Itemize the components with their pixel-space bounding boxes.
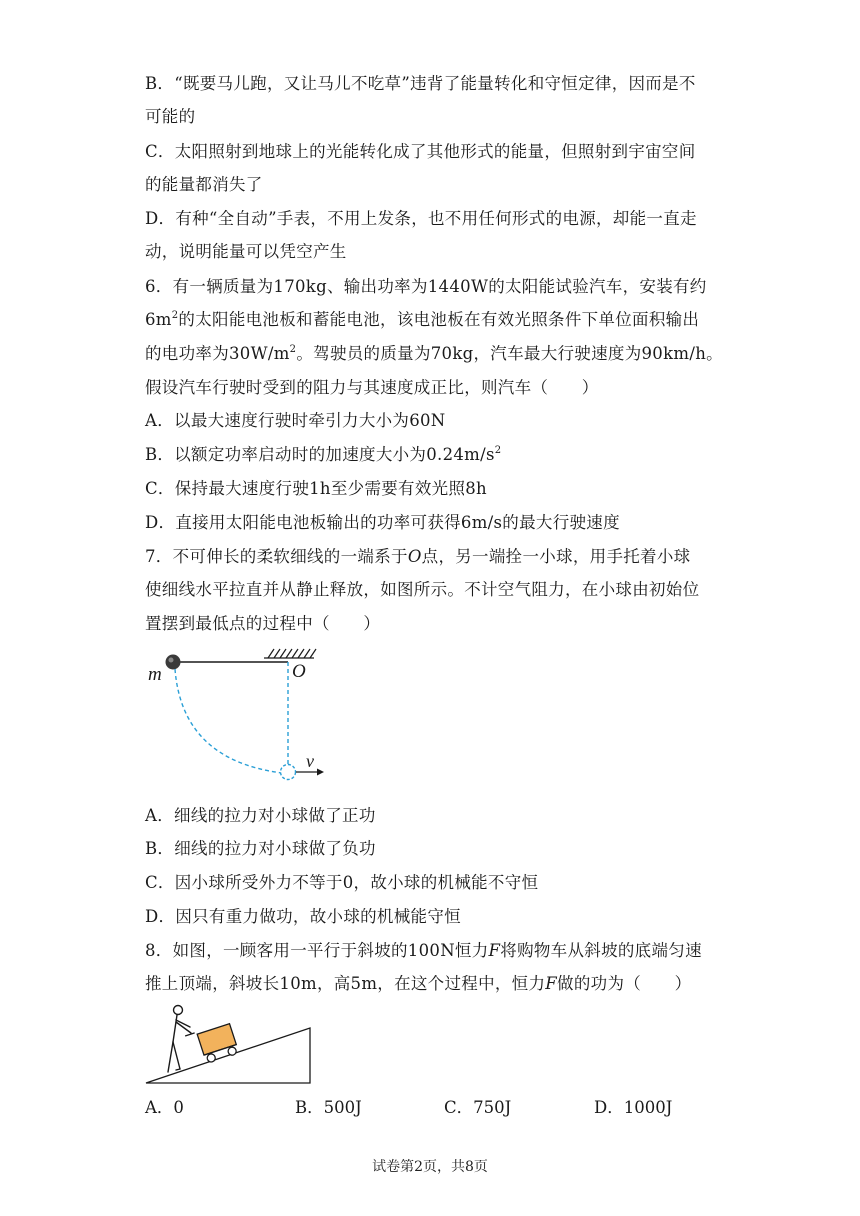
q5-option-d-line2: 动，说明能量可以凭空产生 — [145, 242, 347, 261]
q7-option-d: D．因只有重力做功，故小球的机械能守恒 — [145, 907, 461, 926]
swing-arc-dashed — [175, 669, 282, 773]
q5-option-b-line1: B．“既要马儿跑，又让马儿不吃草”违背了能量转化和守恒定律，因而是不 — [145, 74, 696, 93]
q6-option-a: A．以最大速度行驶时牵引力大小为60N — [145, 411, 446, 430]
q7-option-b: B．细线的拉力对小球做了负功 — [145, 839, 376, 858]
q7-option-c: C．因小球所受外力不等于0，故小球的机械能不守恒 — [145, 873, 539, 892]
q8-stem-line1: 8．如图，一顾客用一平行于斜坡的100N恒力F将购物车从斜坡的底端匀速 — [145, 941, 702, 960]
incline-cart-figure — [140, 1000, 320, 1090]
label-m: m — [148, 664, 162, 685]
ceiling-hatch — [264, 649, 316, 658]
q8-option-b: B．500J — [295, 1098, 362, 1117]
q8-stem-line2: 推上顶端，斜坡长10m，高5m，在这个过程中，恒力F做的功为（ ） — [145, 974, 692, 993]
ball-start — [166, 655, 181, 670]
q6-option-b: B．以额定功率启动时的加速度大小为$0.24m/s^2$ — [145, 445, 502, 464]
pendulum-figure — [140, 640, 340, 790]
label-v: v — [306, 751, 314, 771]
q6-stem-line2: $6m^2$的太阳能电池板和蓄能电池，该电池板在有效光照条件下单位面积输出 — [145, 310, 700, 329]
ball-lowest — [281, 765, 296, 780]
customer-figure — [168, 1006, 191, 1073]
q6-stem-line3: 的电功率为$30W/m^2$。驾驶员的质量为70kg，汽车最大行驶速度为90km/h。 — [145, 344, 723, 363]
q7-stem-line1: 7．不可伸长的柔软细线的一端系于O点，另一端拴一小球，用手托着小球 — [145, 547, 691, 566]
q7-stem-line2: 使细线水平拉直并从静止释放，如图所示。不计空气阻力，在小球由初始位 — [145, 580, 700, 599]
q6-stem-line4: 假设汽车行驶时受到的阻力与其速度成正比，则汽车（ ） — [145, 378, 599, 397]
q6-stem-line1: 6．有一辆质量为170kg、输出功率为1440W的太阳能试验汽车，安装有约 — [145, 277, 707, 296]
q8-option-c: C．750J — [444, 1098, 512, 1117]
q7-option-a: A．细线的拉力对小球做了正功 — [145, 806, 376, 825]
q5-option-c-line1: C．太阳照射到地球上的光能转化成了其他形式的能量，但照射到宇宙空间 — [145, 142, 696, 161]
q6-option-c: C．保持最大速度行驶1h至少需要有效光照8h — [145, 479, 487, 498]
shopping-cart — [185, 1022, 239, 1068]
q6-option-d: D．直接用太阳能电池板输出的功率可获得6m/s的最大行驶速度 — [145, 513, 620, 532]
page-footer: 试卷第2页，共8页 — [372, 1159, 488, 1175]
q8-option-d: D．1000J — [594, 1098, 673, 1117]
velocity-arrowhead — [317, 769, 324, 776]
label-O: O — [292, 661, 306, 682]
q5-option-d-line1: D．有种“全自动”手表，不用上发条，也不用任何形式的电源，却能一直走 — [145, 209, 697, 228]
q5-option-c-line2: 的能量都消失了 — [145, 175, 263, 194]
q5-option-b-line2: 可能的 — [145, 107, 196, 126]
q7-stem-line3: 置摆到最低点的过程中（ ） — [145, 614, 381, 633]
q8-option-a: A．0 — [145, 1098, 184, 1117]
